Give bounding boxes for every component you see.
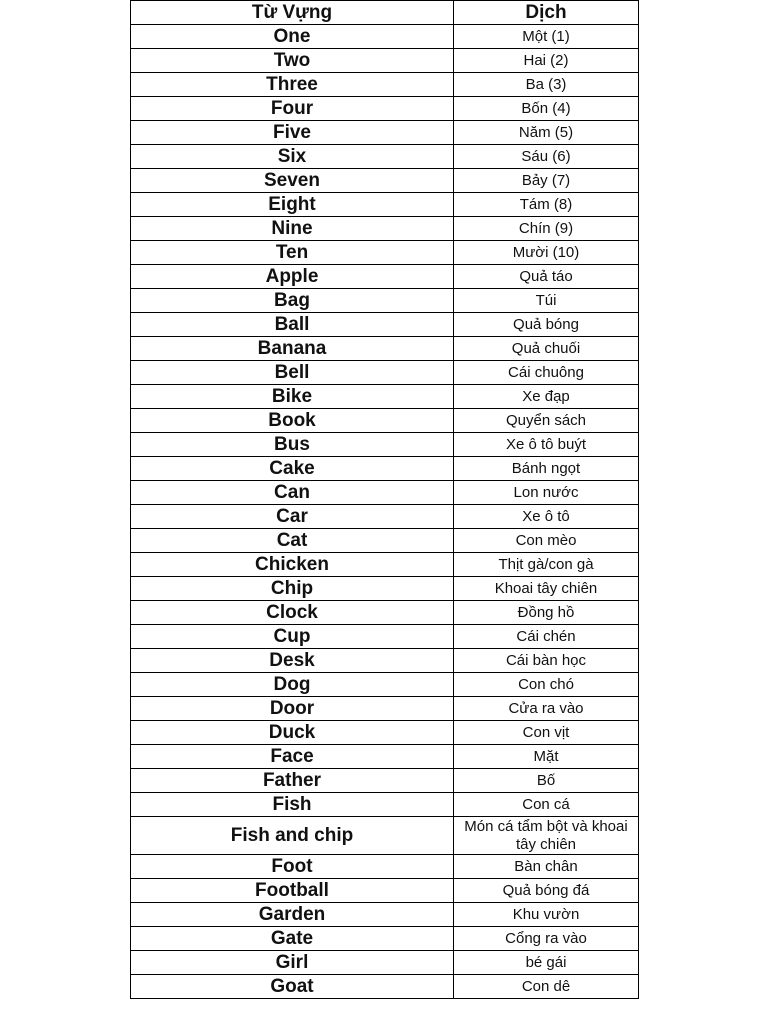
vocab-translation: Quyển sách — [454, 409, 639, 433]
vocab-translation: Bảy (7) — [454, 169, 639, 193]
table-row — [131, 73, 639, 97]
vocab-translation: Cổng ra vào — [454, 927, 639, 951]
vocab-translation: Lon nước — [454, 481, 639, 505]
table-row — [131, 385, 639, 409]
vocab-translation: Quả bóng — [454, 313, 639, 337]
vocab-word: Clock — [131, 601, 454, 625]
vocab-word: Bell — [131, 361, 454, 385]
table-row — [131, 625, 639, 649]
vocab-word: Duck — [131, 721, 454, 745]
vocab-word: Father — [131, 769, 454, 793]
table-row — [131, 529, 639, 553]
vocab-word: One — [131, 25, 454, 49]
vocab-translation: Năm (5) — [454, 121, 639, 145]
vocab-word: Ten — [131, 241, 454, 265]
table-row — [131, 145, 639, 169]
table-row — [131, 25, 639, 49]
table-row — [131, 289, 639, 313]
header-translation: Dịch — [454, 1, 639, 25]
vocab-word: Goat — [131, 975, 454, 999]
table-row — [131, 855, 639, 879]
table-row — [131, 879, 639, 903]
vocab-word: Bag — [131, 289, 454, 313]
vocab-translation: bé gái — [454, 951, 639, 975]
vocab-translation: Sáu (6) — [454, 145, 639, 169]
vocab-word: Seven — [131, 169, 454, 193]
vocabulary-rows — [131, 25, 639, 999]
vocab-word: Door — [131, 697, 454, 721]
table-row — [131, 97, 639, 121]
vocab-translation: Món cá tẩm bột và khoai tây chiên — [454, 817, 639, 855]
table-row — [131, 649, 639, 673]
vocab-word: Foot — [131, 855, 454, 879]
table-row — [131, 697, 639, 721]
table-row — [131, 361, 639, 385]
table-row — [131, 817, 639, 855]
vocab-word: Cake — [131, 457, 454, 481]
vocab-word: Cup — [131, 625, 454, 649]
vocab-translation: Quả chuối — [454, 337, 639, 361]
table-row — [131, 169, 639, 193]
table-row — [131, 121, 639, 145]
vocab-translation: Chín (9) — [454, 217, 639, 241]
vocab-translation: Tám (8) — [454, 193, 639, 217]
vocab-translation: Xe đạp — [454, 385, 639, 409]
vocab-translation: Con cá — [454, 793, 639, 817]
vocab-translation: Ba (3) — [454, 73, 639, 97]
table-row — [131, 265, 639, 289]
table-header-row — [131, 1, 639, 25]
table-row — [131, 975, 639, 999]
vocab-translation: Đồng hồ — [454, 601, 639, 625]
vocab-translation: Xe ô tô buýt — [454, 433, 639, 457]
vocab-word: Girl — [131, 951, 454, 975]
vocab-word: Football — [131, 879, 454, 903]
vocab-word: Can — [131, 481, 454, 505]
vocab-translation: Bánh ngọt — [454, 457, 639, 481]
vocab-word: Eight — [131, 193, 454, 217]
vocab-word: Six — [131, 145, 454, 169]
table-row — [131, 769, 639, 793]
vocab-word: Garden — [131, 903, 454, 927]
table-row — [131, 193, 639, 217]
table-row — [131, 927, 639, 951]
table-row — [131, 313, 639, 337]
table-row — [131, 793, 639, 817]
vocab-word: Nine — [131, 217, 454, 241]
vocab-word: Dog — [131, 673, 454, 697]
vocab-translation: Con chó — [454, 673, 639, 697]
vocabulary-table — [130, 0, 639, 999]
vocab-translation: Mười (10) — [454, 241, 639, 265]
vocab-word: Gate — [131, 927, 454, 951]
vocab-translation: Bốn (4) — [454, 97, 639, 121]
table-row — [131, 433, 639, 457]
vocab-word: Apple — [131, 265, 454, 289]
vocab-translation: Khoai tây chiên — [454, 577, 639, 601]
vocab-word: Five — [131, 121, 454, 145]
vocab-translation: Thịt gà/con gà — [454, 553, 639, 577]
vocab-translation: Con mèo — [454, 529, 639, 553]
vocab-word: Bus — [131, 433, 454, 457]
table-row — [131, 241, 639, 265]
table-row — [131, 577, 639, 601]
vocab-word: Chip — [131, 577, 454, 601]
table-row — [131, 745, 639, 769]
vocab-translation: Cái chuông — [454, 361, 639, 385]
vocab-word: Two — [131, 49, 454, 73]
table-row — [131, 601, 639, 625]
vocab-translation: Quả bóng đá — [454, 879, 639, 903]
vocab-word: Chicken — [131, 553, 454, 577]
table-row — [131, 673, 639, 697]
table-row — [131, 505, 639, 529]
vocab-translation: Con vịt — [454, 721, 639, 745]
table-row — [131, 721, 639, 745]
table-row — [131, 457, 639, 481]
vocab-word: Four — [131, 97, 454, 121]
vocab-word: Face — [131, 745, 454, 769]
vocab-translation: Túi — [454, 289, 639, 313]
table-row — [131, 49, 639, 73]
table-row — [131, 553, 639, 577]
vocab-translation: Cửa ra vào — [454, 697, 639, 721]
vocab-word: Banana — [131, 337, 454, 361]
vocab-word: Fish — [131, 793, 454, 817]
vocab-translation: Mặt — [454, 745, 639, 769]
vocab-word: Ball — [131, 313, 454, 337]
table-row — [131, 217, 639, 241]
vocab-word: Cat — [131, 529, 454, 553]
vocab-word: Fish and chip — [131, 817, 454, 855]
vocab-word: Three — [131, 73, 454, 97]
vocab-translation: Cái bàn học — [454, 649, 639, 673]
table-row — [131, 903, 639, 927]
table-row — [131, 409, 639, 433]
vocab-translation: Khu vườn — [454, 903, 639, 927]
table-row — [131, 481, 639, 505]
vocab-translation: Bàn chân — [454, 855, 639, 879]
vocab-word: Desk — [131, 649, 454, 673]
vocab-translation: Quả táo — [454, 265, 639, 289]
vocab-translation: Cái chén — [454, 625, 639, 649]
vocab-word: Bike — [131, 385, 454, 409]
vocab-translation: Một (1) — [454, 25, 639, 49]
table-row — [131, 337, 639, 361]
vocab-translation: Con dê — [454, 975, 639, 999]
header-word: Từ Vựng — [131, 1, 454, 25]
vocab-word: Car — [131, 505, 454, 529]
vocab-translation: Hai (2) — [454, 49, 639, 73]
vocab-translation: Xe ô tô — [454, 505, 639, 529]
vocab-translation: Bố — [454, 769, 639, 793]
vocab-word: Book — [131, 409, 454, 433]
table-row — [131, 951, 639, 975]
